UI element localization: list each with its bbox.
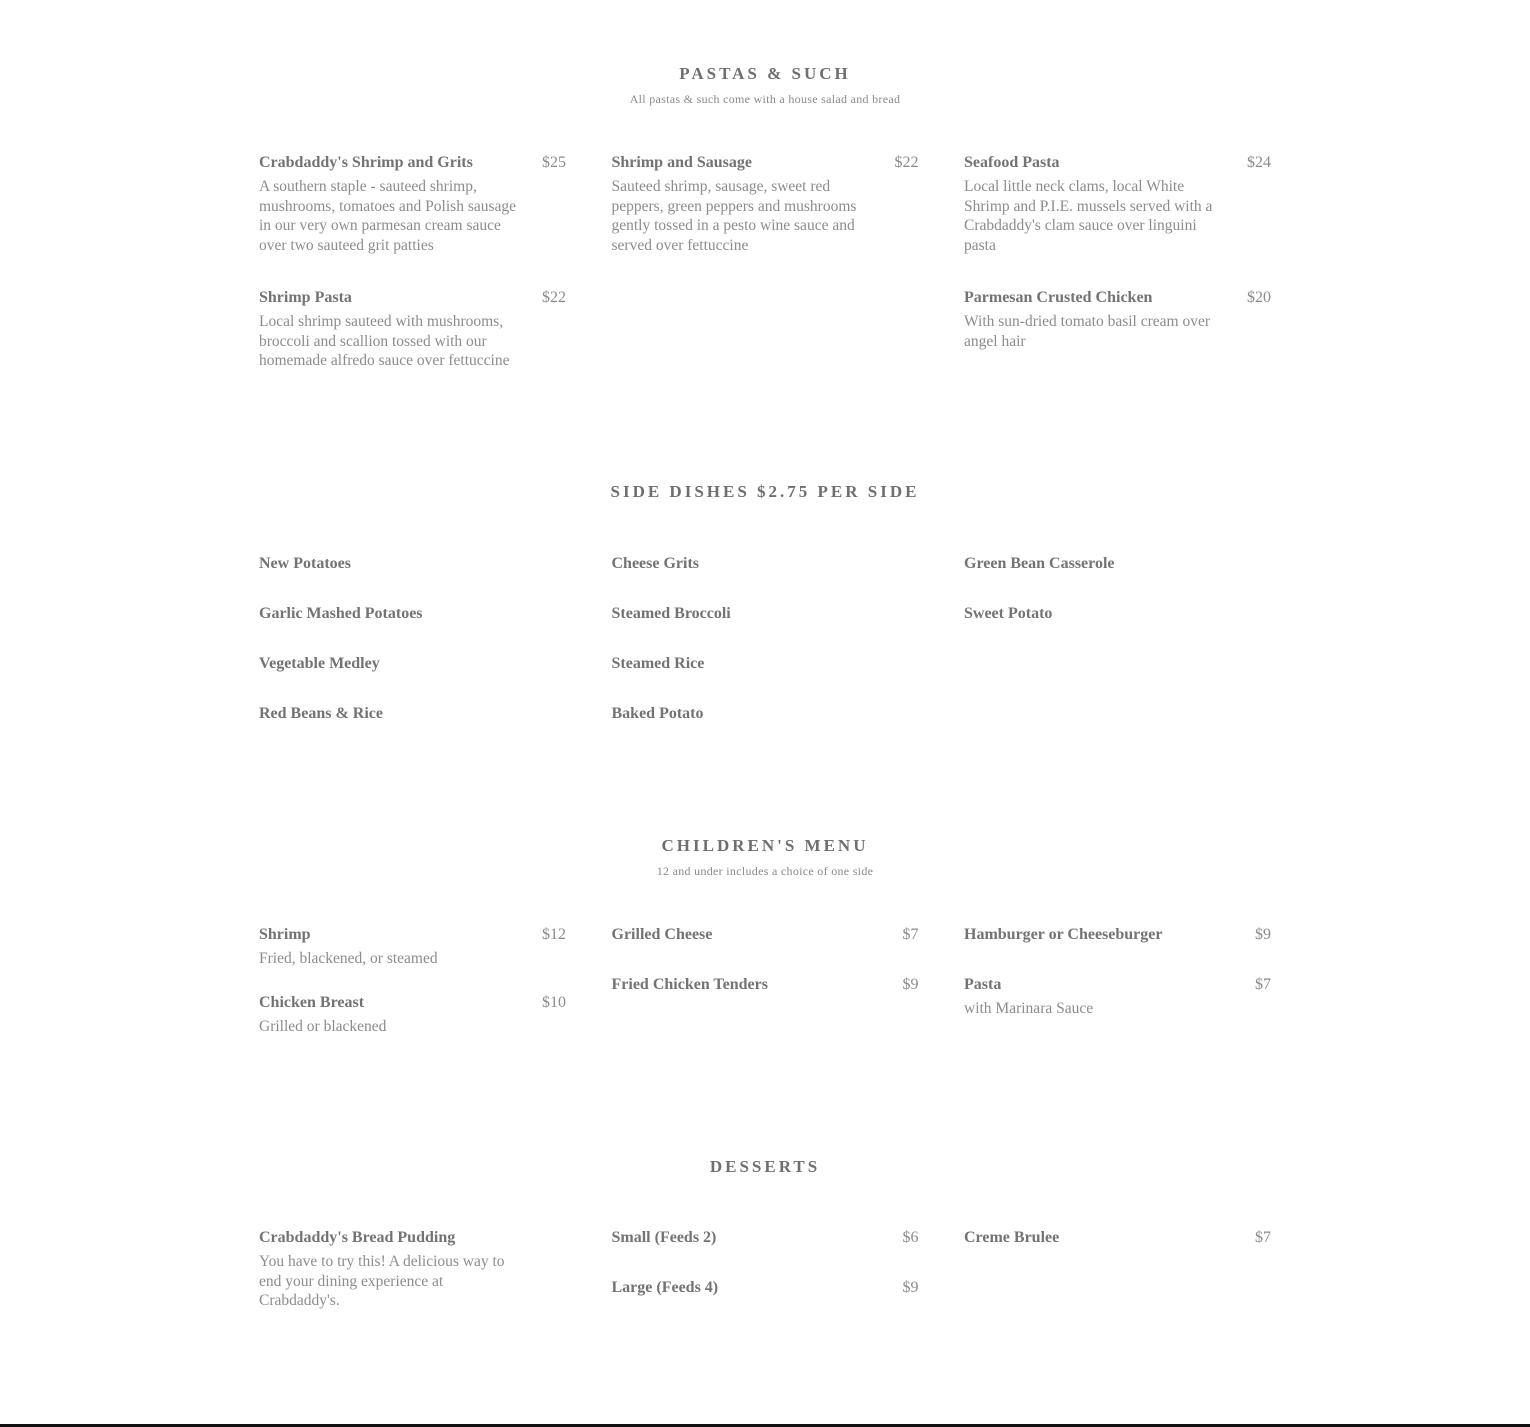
item-name: Shrimp Pasta	[259, 289, 352, 306]
menu-item	[964, 288, 1271, 351]
item-description: Local shrimp sauteed with mushrooms, broccoli and scallion tossed with our homemade alfredo sauce over fettuccine	[259, 313, 510, 369]
menu-column	[259, 153, 566, 404]
section-subtitle: All pastas & such come with a house salad and bread	[629, 92, 901, 106]
item-name: Steamed Rice	[611, 655, 705, 672]
menu-item	[612, 1278, 919, 1298]
menu-column	[259, 1228, 566, 1341]
menu-column	[612, 153, 919, 404]
item-name: Sweet Potato	[964, 605, 1053, 622]
item-price: $20	[1247, 289, 1271, 306]
desserts-section	[259, 1157, 1271, 1309]
menu-columns	[259, 925, 1271, 1060]
menu-item	[259, 288, 566, 371]
item-price: $6	[902, 1229, 919, 1246]
menu-item	[612, 153, 919, 255]
item-name: Vegetable Medley	[259, 655, 380, 672]
menu-item	[964, 604, 1271, 624]
item-name: Large (Feeds 4)	[611, 1279, 719, 1296]
item-name: Fried Chicken Tenders	[611, 976, 768, 993]
menu-item	[259, 153, 566, 255]
item-description: Fried, blackened, or steamed	[259, 950, 438, 967]
item-name: Baked Potato	[611, 705, 704, 722]
menu-item	[964, 1228, 1271, 1248]
menu-item	[259, 604, 566, 624]
menu-item	[259, 654, 566, 674]
item-price: $25	[542, 154, 566, 171]
item-price: $22	[542, 289, 566, 306]
menu-column	[964, 554, 1271, 754]
menu-item	[259, 704, 566, 724]
item-name: New Potatoes	[259, 555, 351, 572]
menu-column	[259, 554, 566, 754]
item-name: Green Bean Casserole	[964, 555, 1115, 572]
menu-column	[964, 153, 1271, 404]
item-price: $12	[542, 926, 566, 943]
item-name: Parmesan Crusted Chicken	[964, 289, 1153, 306]
menu-column	[259, 925, 566, 1060]
item-price: $9	[902, 1279, 919, 1296]
menu-item	[612, 654, 919, 674]
item-price: $10	[542, 993, 566, 1011]
item-description: You have to try this! A delicious way to end your dining experience at Crabdaddy's.	[259, 1253, 505, 1309]
section-title: PASTAS & SUCH	[679, 64, 851, 83]
item-price: $7	[1255, 976, 1271, 993]
menu-columns	[259, 554, 1271, 754]
menu-item	[259, 554, 566, 574]
menu-item	[259, 993, 566, 1037]
item-description: Local little neck clams, local White Shrimp and P.I.E. mussels served with a Crabdaddy's clam sauce over linguini pasta	[964, 178, 1213, 254]
menu-item	[259, 1228, 566, 1311]
item-name: Grilled Cheese	[611, 926, 713, 943]
item-name: Shrimp and Sausage	[611, 154, 752, 171]
item-price: $24	[1247, 154, 1271, 171]
item-name: Pasta	[964, 976, 1002, 993]
section-title: SIDE DISHES $2.75 PER SIDE	[610, 482, 920, 501]
item-price: $7	[902, 926, 919, 943]
sides-section	[259, 482, 1271, 722]
item-name: Crabdaddy's Bread Pudding	[259, 1229, 456, 1246]
item-name: Hamburger or Cheeseburger	[964, 926, 1163, 943]
menu-columns	[259, 153, 1271, 404]
menu-item	[612, 704, 919, 724]
item-name: Shrimp	[259, 926, 311, 943]
item-description: A southern staple - sauteed shrimp, mushrooms, tomatoes and Polish sausage in our very own parmesan cream sauce over two sauteed grit patties	[259, 178, 517, 254]
item-description: Sauteed shrimp, sausage, sweet red peppers, green peppers and mushrooms gently tossed in a pesto wine sauce and served over fettuccine	[611, 178, 857, 254]
menu-column	[964, 1228, 1271, 1341]
item-name: Seafood Pasta	[964, 154, 1060, 171]
item-name: Creme Brulee	[964, 1229, 1060, 1246]
item-name: Small (Feeds 2)	[611, 1229, 717, 1246]
item-price: $9	[902, 976, 919, 993]
item-name: Cheese Grits	[611, 555, 700, 572]
menu-column	[964, 925, 1271, 1060]
item-price: $22	[894, 154, 919, 171]
section-title: DESSERTS	[709, 1157, 821, 1176]
menu-item	[612, 1228, 919, 1248]
menu-item	[612, 604, 919, 624]
pastas-section	[259, 64, 1271, 369]
item-description: with Marinara Sauce	[964, 1000, 1094, 1017]
item-price: $9	[1255, 926, 1271, 943]
menu-item	[964, 153, 1271, 255]
menu-item	[612, 554, 919, 574]
item-name: Chicken Breast	[259, 993, 365, 1011]
menu-item	[259, 925, 566, 969]
menu-column	[612, 925, 919, 1060]
item-description: Grilled or blackened	[259, 1017, 387, 1035]
item-name: Garlic Mashed Potatoes	[259, 605, 423, 622]
menu-item	[964, 975, 1271, 1019]
section-title: CHILDREN'S MENU	[661, 836, 869, 855]
item-name: Crabdaddy's Shrimp and Grits	[259, 154, 473, 171]
menu-item	[964, 925, 1271, 945]
menu-column	[612, 554, 919, 754]
menu-item	[964, 554, 1271, 574]
section-subtitle: 12 and under includes a choice of one side	[656, 864, 874, 878]
kids-section	[259, 836, 1271, 1035]
menu-item	[612, 975, 919, 995]
menu-item	[612, 925, 919, 945]
item-name: Steamed Broccoli	[611, 605, 731, 622]
item-description: With sun-dried tomato basil cream over angel hair	[964, 313, 1211, 350]
menu-columns	[259, 1228, 1271, 1341]
item-name: Red Beans & Rice	[259, 705, 383, 722]
menu-column	[612, 1228, 919, 1341]
item-price: $7	[1255, 1229, 1271, 1246]
